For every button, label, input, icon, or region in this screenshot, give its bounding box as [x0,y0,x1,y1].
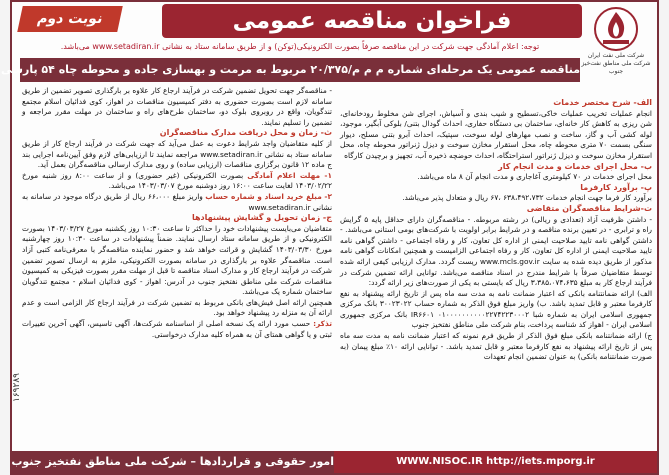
note-item [22,319,332,340]
section-be-heading: ب- محل اجرای خدمات و مدت انجام کار [498,161,652,171]
section-je-text-2: همچنین ارائه اصل فیش‌های بانکی مربوط به تضمین شرکت در فرآیند ارجاع کار الزامی است و عدم ارائه آن به منزله رد پیشنهاد خواهد بود. [22,297,332,318]
section-je-heading: ج- زمان تحویل و گشایش پیشنهادها [191,213,332,223]
announcement-frame [1,0,659,475]
section-te-text-2: الف) ارائه ضمانتنامه بانکی که اعتبار ضمانت نامه به مدت سه ماه پس از تاریخ ارائه پیشنهاد به نفع کارفرما معتبر و قابل تمدید باشد. ب) واریز مبلغ فوق الذکر به شماره حساب ۳۰۰۲۳۰۲۲ بانک مرکزی جمهوری اسلامی ایران به شماره شبا ۰۱۰۰۰۰۰۰۰۰۰۰۲۲۷۴۲۲۳۰۰۰۲ IR۶۶۰۱ بانک مرکزی جمهوری اسلامی ایران - اهواز کد شناسه پرداخت، بنام شرکت ملی مناطق نفتخیز جنوب [340,288,652,330]
company-logo [581,6,651,96]
deadline-text: بصورت الکترونیکی (غیر حضوری) و از ساعت ۸:۰۰ روز شنبه مورخ ۱۴۰۳/۰۲/۲۲ لغایت ساعت ۱۶:۰۰ روز دوشنبه مورخ ۱۴۰۳/۰۳/۰۷ می‌باشد. [22,170,332,191]
deadline-item [22,171,332,192]
section-pe-heading: پ- برآورد کارفرما [580,182,652,192]
guarantee-intro-text: - مناقصه‌گر جهت تحویل تضمین شرکت در فرآیند ارجاع کار علاوه بر بارگذاری تصویر تضمین از طریق سامانه لازم است بصورت حضوری به دفتر کمیسیون مناقصات در اهواز، کوی فدائیان اسلام مجتمع تندگویان، واقع در روبروی بلوک دو، ساختمان طرح‌های راه و ساختمان در مهلت مقرر مراجعه و تضمین را تسلیم نمایند. [22,86,332,127]
section-te-text: - داشتن ظرفیت آزاد (تعدادی و ریالی) در رشته مربوطه. - مناقصه‌گران دارای حداقل پایه ۵ گرایش راه و ترابری - در تعیین برنده مناقصه و در شرایط برابر اولویت با شرکت‌های بومی استانی می‌باشد. - داشتن گواهی نامه تایید صلاحیت ایمنی از اداره کل تعاون، کار و رفاه اجتماعی - داشتن گواهی نامه تایید صلاحیت ایمنی از اداره کل تعاون، کار و رفاه اجتماعی الزامیست و همچنین امکانات گواهی نامه مذکور از طریق دیده شده به سایت www.mcls.gov.ir ریست گردد. مدارک ارزیابی کیفی ارائه شده توسط متقاضیان صرفاً با شرایط مندرج در اسناد مناقصه می‌باشد. توانایی ارائه تضمین شرکت در فرآیند ارجاع کار به مبلغ ۳،۳۸۵،۰۷۴،۶۳۵ ریال که بایستی به یکی از صورت‌های زیر ارائه گردد: [340,214,652,288]
section-se-text: از کلیه متقاضیان واجد شرایط دعوت به عمل می‌آید که جهت شرکت در فرآیند ارجاع کار از طریق سامانه ستاد به نشانی www.setadiran.ir مراجعه نمایند تا ارزیابی‌های لازم وفق آیین‌نامه اجرایی بند ج ماده ۱۲ قانون برگزاری مناقصات (ارزیابی ساده) و روی مدارک ارسالی مناقصه‌گران بعمل آید. [22,138,332,170]
footer-websites: WWW.NISOC.IR http://iets.mporg.ir [334,451,657,473]
section-alef-heading: الف- شرح مختصر خدمات [553,98,652,107]
round-badge: نوبت دوم [17,6,123,32]
deadline-heading: ۱- مهلت اعلام آمادگی [247,170,332,180]
logo-caption-1: شرکت ملی نفت ایران [587,52,645,59]
fee-heading: ۲- مبلغ خرید اسناد و شماره حساب [205,191,332,201]
footer-department: امور حقوقی و قراردادها – شرکت ملی مناطق نفتخیز جنوب [12,451,334,473]
section-te-heading: ت-شرایط مناقصه‌گران متقاضی [526,203,652,213]
section-te-text-3: ج) ارائه ضمانتنامه بانکی مبلغ فوق الذکر از طریق فرم نمونه که اعتبار ضمانت نامه به مدت سه ماه پس از تاریخ ارائه پیشنهاد به نفع کارفرما معتبر و قابل تمدید باشد. - توانایی ارائه ۱۰٪ مبلغ پیمان (به صورت ضمانتنامه بانکی) به عنوان تضمین انجام تعهدات [340,331,652,362]
page-title: فراخوان مناقصه عمومی [162,4,582,38]
right-column [340,98,652,438]
footer [12,447,657,473]
logo-caption-2: شرکت ملی مناطق نفت‌خیز جنوب [581,60,651,75]
section-pe-text: برآورد کار فرما جهت انجام خدمات ۶۳۸،۴۹۲،۷۳۲ ،۶۷ ریال و متعادل پذیر می‌باشد. [402,193,652,203]
note-heading: تذکر: [313,319,332,329]
side-reference-code: ۱۶۹۲۸۹ [12,372,22,402]
fee-text: واریز مبلغ ۶۶،۰۰۰ ریال از طریق درگاه موجود در سامانه به نشانی www.setadiran.ir [22,191,332,212]
section-se-heading: ث- زمان و محل دریافت مدارک مناقصه‌گران [159,128,332,138]
section-be-text: محل اجرای خدمات در ۷۰ کیلومتری آغاجاری و مدت انجام آن ۸ ماه می‌باشد. [417,172,652,182]
flame-logo-icon [593,6,639,52]
tender-subtitle: مناقصه عمومی یک مرحله‌ای شماره م م م/۲۰/۳۷۵ مربوط به مرمت و بهسازی جاده و محوطه چاه ۵۴ پارسی [20,58,580,82]
section-alef-text: انجام عملیات تخریب عملیات خاکی،تسطیح و شیب بندی و آسیاش، اجرای شن مخلوط رودخانه‌ای، شن ریزی به کاهش کار خانه‌ای، ساختمان بی دستگاه حفاری، احداث گودال بتنی/ بلوکی آبگیر، موجود، لوله کشی آب و گاز، ساخت و نصب مهارهای لوله سوخت، سپتیک، احداث آبرو بتنی مسلح، دیوار سنگی بسمت ۷۰ متری محوطه چاه، محل استقرار مخازن سوخت و دیزل ژنراتور محوطه چاه، محل استقرار مخازن سوخت و دیزل ژنراتور استراحتگاه، احداث حوضچه ذخیره آب، تجهیز و برچیدن کارگاه [340,108,652,160]
fee-item [22,192,332,213]
left-column [22,86,332,440]
note-text: حسب مورد ارائه یک نسخه اصلی از اساسنامه شرکت‌ها، آگهی تاسیس، آگهی آخرین تغییرات ثبتی و یا گواهی همتای آن به همراه کلیه مدارک درخواستی. [22,319,332,339]
electronic-notice: توجه: اعلام آمادگی جهت شرکت در این مناقصه صرفاً بصورت الکترونیکی(توکن) و از طریق سامانه ستاد به نشانی www.setadiran.ir می‌باشد. [60,42,540,51]
section-je-text: متقاضیان می‌بایست پیشنهادات خود را حداکثر تا ساعت ۱۰:۳۰ روز یکشنبه مورخ ۱۴۰۳/۰۳/۲۷ بصورت الکترونیکی و از طریق سامانه ستاد ارسال نمایند. ضمناً پیشنهادات در ساعت ۱۰:۳۰ روز چهارشنبه مورخ ۱۴۰۳/۰۳/۳۰ گشایش و قرائت خواهد شد و حضور نماینده مناقصه‌گر با معرفی‌نامه کتبی آزاد است. مناقصه‌گر علاوه بر بارگذاری در سامانه بصورت الکترونیکی، ملزم به ارسال تصویر تضمین شرکت در فرآیند ارجاع کار و مدارک اسناد مناقصه تا قبل از مهلت مقرر بصورت فیزیکی به کمیسیون مناقصات شرکت ملی مناطق نفتخیز جنوب در آدرس: اهواز - کوی فدائیان اسلام - مجتمع تندگویان ساختمان شماره یک می‌باشد. [22,223,333,297]
